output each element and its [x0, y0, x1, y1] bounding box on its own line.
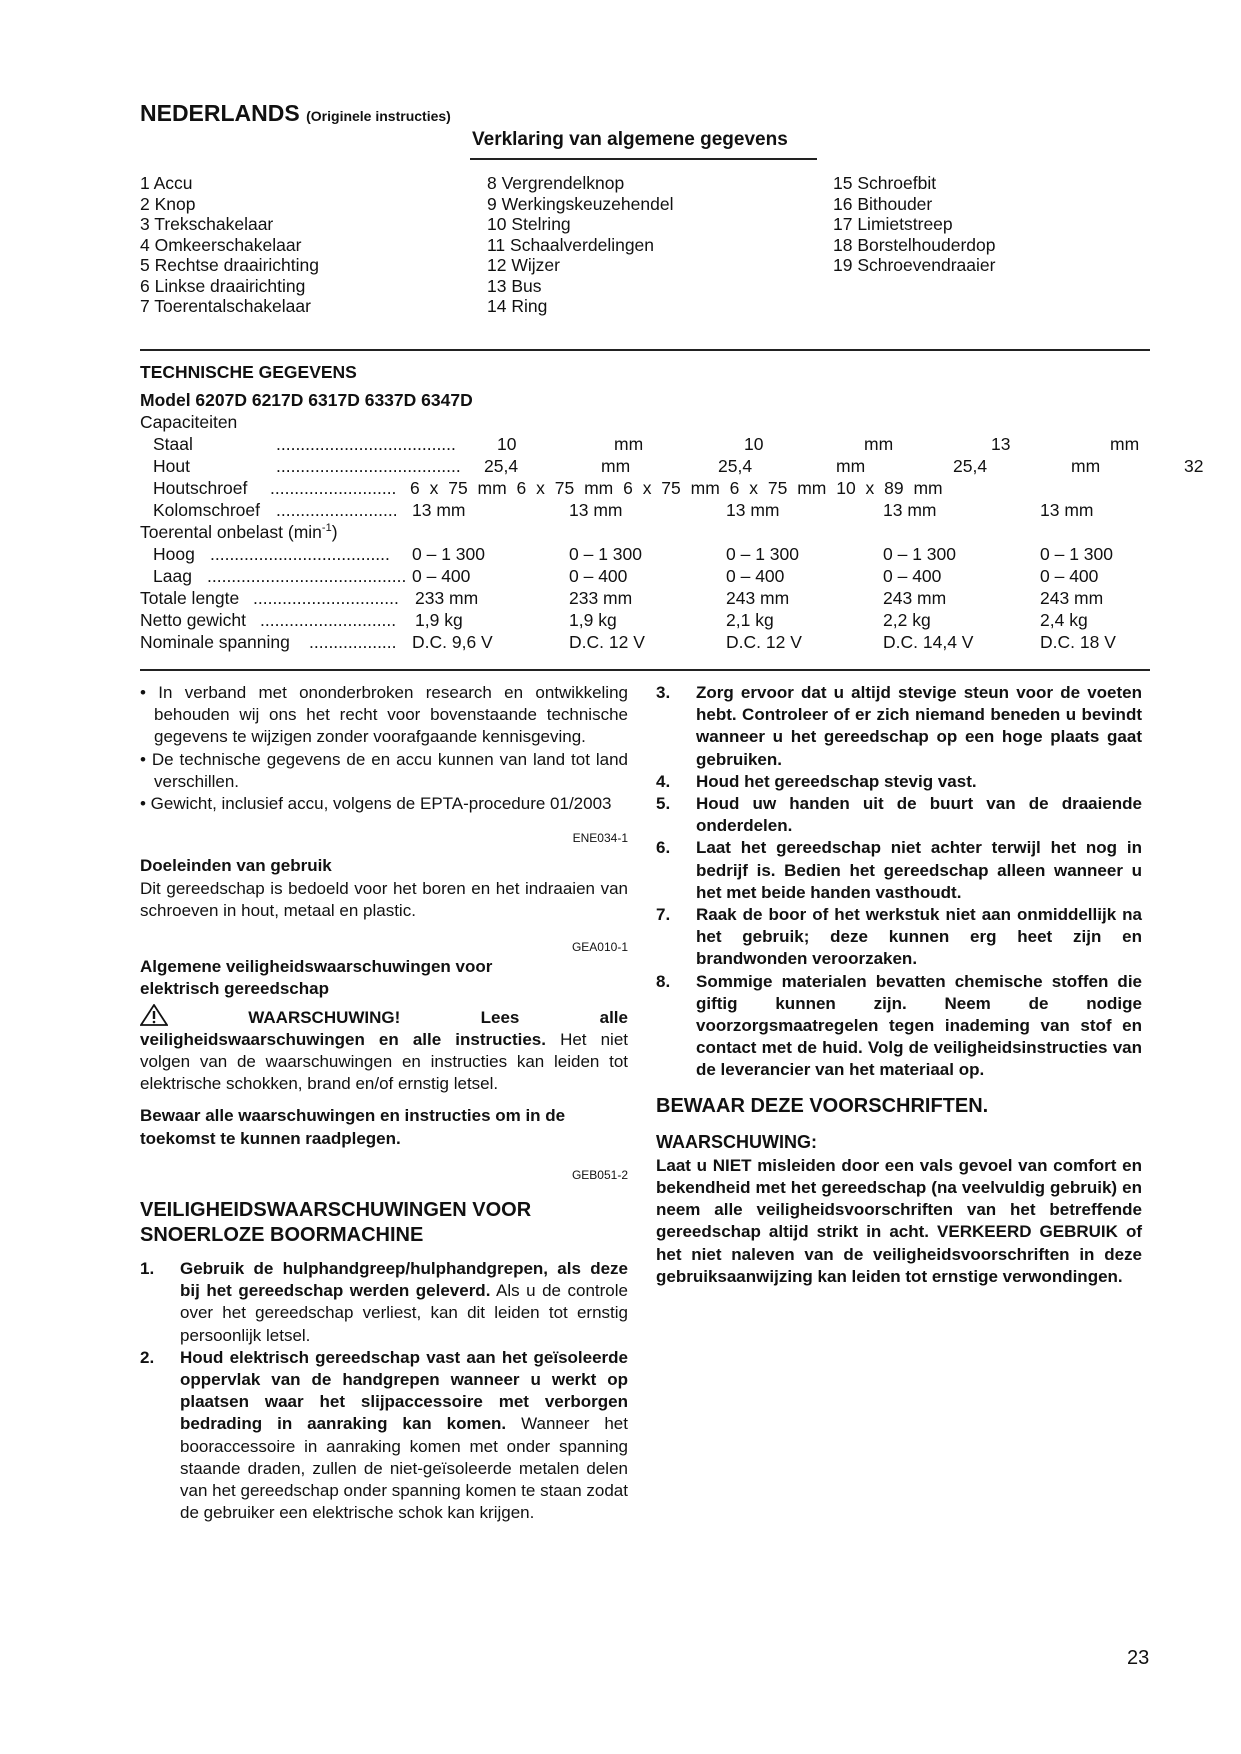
divider — [140, 349, 1150, 351]
title-note: (Originele instructies) — [306, 108, 451, 124]
save-instructions: BEWAAR DEZE VOORSCHRIFTEN. — [656, 1094, 989, 1117]
list-item: 8 Vergrendelknop — [487, 173, 625, 193]
divider — [140, 669, 1150, 671]
list-item: 5. Houd uw handen uit de buurt van de draaiende onderdelen. — [656, 794, 1142, 836]
list-item: 7 Toerentalschakelaar — [140, 296, 311, 316]
section-title: Verklaring van algemene gegevens — [472, 129, 788, 150]
list-item: 12 Wijzer — [487, 255, 560, 275]
safety-title: VEILIGHEIDSWAARSCHUWINGEN VOOR SNOERLOZE BOORMACHINE — [140, 1199, 532, 1247]
list-item: 7. Raak de boor of het werkstuk niet aan onmiddellijk na het gebruik; deze kunnen erg heet zijn en brandwonden veroorzaken. — [656, 905, 1142, 969]
divider — [470, 158, 817, 160]
list-item: 5 Rechtse draairichting — [140, 255, 319, 275]
doc-code: GEB051-2 — [571, 1167, 628, 1182]
general-title: Algemene veiligheidswaarschuwingen voor elektrisch gereedschap — [140, 957, 493, 999]
list-item: 10 Stelring — [487, 214, 571, 234]
list-item: 18 Borstelhouderdop — [833, 234, 996, 255]
list-item: 2 Knop — [140, 193, 196, 214]
list-item: 3 Trekschakelaar — [140, 214, 274, 234]
parts-col-1 — [140, 173, 319, 317]
spec-row-toerental: Toerental onbelast $(\min^{-1})$ — [140, 522, 338, 542]
list-item: 8. Sommige materialen bevatten chemische stoffen die giftig kunnen zijn. Neem de nodige voorzorgsmaatregelen tegen inademing van stof en contact met de huid. Volg de veiligheidsinstructies van de leverancier van het materiaal op. — [656, 971, 1142, 1080]
list-item: 13 Bus — [487, 275, 542, 296]
doc-code: ENE034-1 — [572, 831, 628, 846]
left-column — [140, 682, 628, 1525]
bullet-item: • Gewicht, inclusief accu, volgens de EPTA-procedure 01/2003 — [140, 794, 612, 814]
capacity-label: Capaciteiten — [140, 412, 238, 432]
warning-text: Laat u NIET misleiden door een vals gevoel van comfort en bekendheid met het gereedschap (na veelvuldig gebruik) en neem alle veiligheidsvoorschriften van het betreffende gereedschap altijd strikt in acht. VERKEERD GEBRUIK of het niet naleven van de veiligheidsvoorschriften in deze gebruiksaanwijzing kan leiden tot ernstige verwondingen. — [656, 1155, 1142, 1286]
list-item: 19 Schroevendraaier — [833, 255, 996, 275]
list-item: 2. Houd elektrisch gereedschap vast aan het geïsoleerde oppervlak van de handgrepen wanneer u werkt op plaatsen waar het slijpaccessoire met verborgen bedrading in aanraking kan komen. Wanneer het booraccessoire in aanraking komen met onder spanning staande draden, zullen de niet-geïsoleerde metalen delen van het gereedschap onder spanning komen te staan zodat de gebruiker een elektrische schok kan krijgen. — [140, 1347, 628, 1523]
specs-model: Model 6207D 6217D 6317D 6337D 6347D — [140, 390, 473, 410]
page-title: NEDERLANDS (Originele instructies) — [140, 100, 451, 126]
page-number: 23 — [1127, 1647, 1150, 1669]
list-item: 3. Zorg ervoor dat u altijd stevige steun voor de voeten hebt. Controleer of er zich niemand beneden u bevindt wanneer u het gereedschap op een hoge plaats gaat gebruiken. — [656, 683, 1142, 769]
use-title: Doeleinden van gebruik — [140, 856, 332, 876]
doc-code: GEA010-1 — [571, 940, 628, 955]
list-item: 14 Ring — [487, 296, 548, 316]
list-item: 1 Accu — [140, 173, 193, 193]
warning-icon — [140, 1008, 248, 1027]
list-item: 1. Gebruik de hulphandgreep/hulphandgrepen, als deze bij het gereedschap werden geleverd. Als u de controle over het gereedschap verliest, kan dit leiden tot ernstig persoonlijk letsel. — [140, 1259, 628, 1345]
list-item: 9 Werkingskeuzehendel — [487, 193, 674, 214]
keep-instructions: Bewaar alle waarschuwingen en instructies om in de toekomst te kunnen raadplegen. — [140, 1106, 566, 1148]
list-item: 17 Limietstreep — [833, 214, 953, 234]
list-item: 4 Omkeerschakelaar — [140, 234, 302, 255]
parts-col-3 — [833, 173, 995, 276]
list-item: 16 Bithouder — [833, 193, 933, 214]
right-column — [656, 682, 1142, 1288]
list-item: 15 Schroefbit — [833, 173, 937, 193]
warning-paragraph: WAARSCHUWING! Lees alle veiligheidswaarschuwingen en alle instructies. Het niet volgen van de waarschuwingen en instructies kan leiden tot elektrische schokken, brand en/of ernstig letsel. — [140, 1004, 628, 1096]
warning-title: WAARSCHUWING: — [656, 1131, 817, 1152]
bullet-item: • De technische gegevens de en accu kunnen van land tot land verschillen. — [140, 749, 628, 791]
use-text: Dit gereedschap is bedoeld voor het boren en het indraaien van schroeven in hout, metaal en plastic. — [140, 878, 628, 920]
list-item: 6. Laat het gereedschap niet achter terwijl het nog in bedrijf is. Bedien het gereedschap alleen wanneer u het met beide handen vasthoudt. — [656, 838, 1142, 902]
list-item: 6 Linkse draairichting — [140, 275, 306, 296]
list-item: 4. Houd het gereedschap stevig vast. — [656, 771, 977, 791]
bullet-item: • In verband met ononderbroken research en ontwikkeling behouden wij ons het recht voor bovenstaande technische gegevens te wijzigen zonder voorafgaande kennisgeving. — [140, 683, 628, 747]
list-item: 11 Schaalverdelingen — [487, 234, 655, 255]
specs-title: TECHNISCHE GEGEVENS — [140, 362, 357, 382]
parts-col-2 — [487, 173, 673, 317]
